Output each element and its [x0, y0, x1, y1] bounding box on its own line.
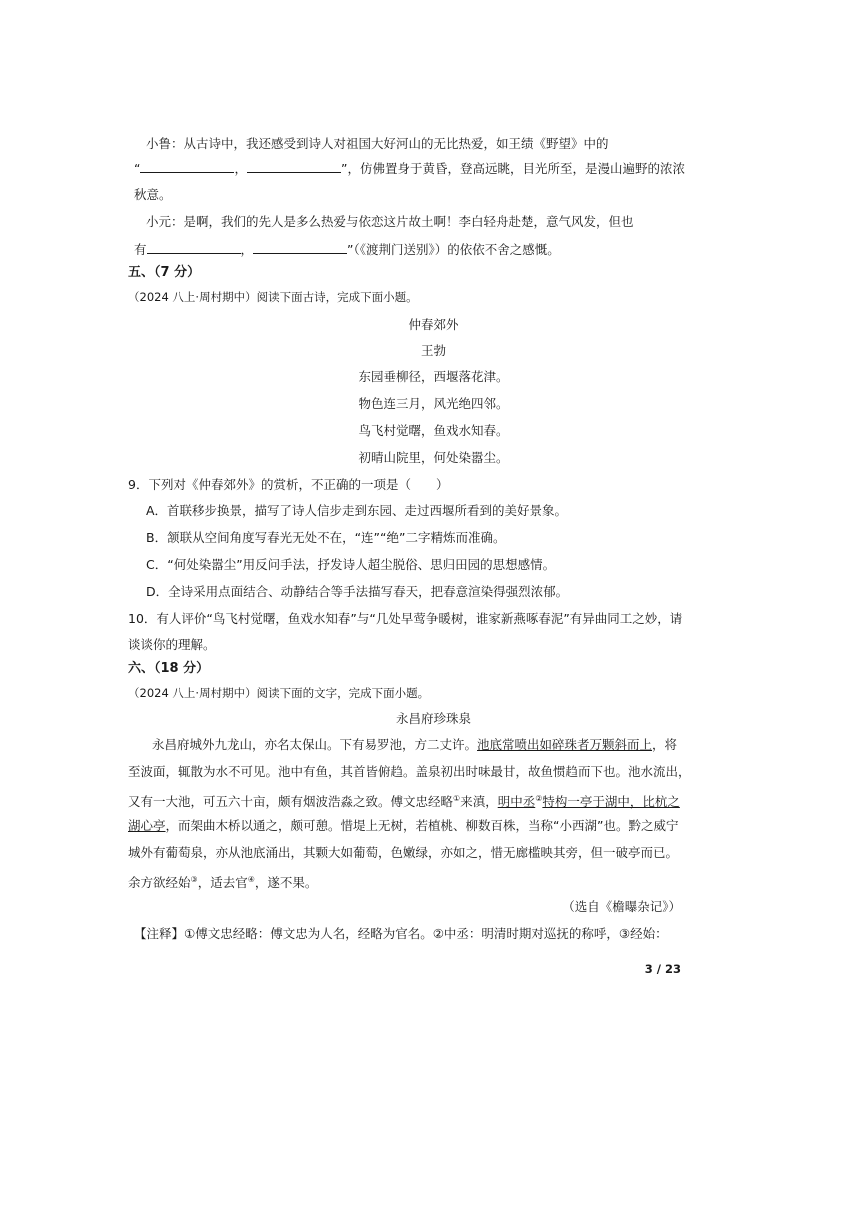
answer-blank-1[interactable] — [140, 160, 234, 173]
dialogue-xiaoyuan-line2: 有 ， ”（《渡荆门送别》）的依依不舍之感慨。 — [134, 242, 560, 257]
passage-line-1: 永昌府城外九龙山，亦名太保山。下有易罗池，方二丈许。池底常喷出如碎珠者万颗斜而上，将 — [152, 737, 678, 752]
footnote-marker-3: ③ — [190, 875, 198, 884]
passage-title: 永昌府珍珠泉 — [395, 711, 471, 726]
q9-option-d[interactable]: D．全诗采用点面结合、动静结合等手法描写春天，把春意渲染得强烈浓郁。 — [146, 584, 569, 599]
dialogue-xiaolu-line3: 秋意。 — [134, 187, 172, 202]
dialogue-xiaoyuan-line1: 小元：是啊，我们的先人是多么热爱与依恋这片故土啊！李白轻舟赴楚，意气风发，但也 — [146, 214, 634, 229]
footnote-marker-2: ② — [535, 794, 543, 803]
question-10-line1: 10．有人评价“鸟飞村觉曙，鱼戏水知春”与“几处早莺争暖树，谁家新燕啄春泥”有异曲同工之妙，请 — [128, 611, 683, 626]
question-9: 9．下列对《仲春郊外》的赏析，不正确的一项是（ ） — [128, 477, 449, 492]
poem-line-3: 鸟飞村觉曙，鱼戏水知春。 — [358, 423, 509, 438]
underlined-sentence-2b: 特构一亭于湖中，比杭之 — [542, 794, 680, 810]
section6-heading: 六、（18 分） — [128, 661, 210, 676]
poem-line-4: 初晴山院里，何处染嚣尘。 — [358, 450, 509, 465]
poem-line-2: 物色连三月，风光绝四邻。 — [358, 396, 509, 411]
poem-author: 王勃 — [420, 343, 446, 358]
answer-blank-3[interactable] — [147, 241, 241, 254]
underlined-sentence-2a: 明中丞 — [497, 794, 536, 810]
annotation: 【注释】①傅文忠经略：傅文忠为人名，经略为官名。②中丞：明清时期对巡抚的称呼，③经始： — [134, 926, 668, 941]
passage-line-4: 湖心亭，而架曲木桥以通之，颇可憩。惜堤上无树，若植桃、柳数百株，当称“小西湖”也。黔之威宁 — [128, 818, 679, 833]
passage-line-2: 至波面，辄散为水不可见。池中有鱼，其首皆俯趋。盖泉初出时味最甘，故鱼惯趋而下也。池水流出， — [128, 764, 691, 779]
footnote-marker-4: ④ — [247, 875, 255, 884]
dialogue-xiaolu-line1: 小鲁：从古诗中，我还感受到诗人对祖国大好河山的无比热爱，如王绩《野望》中的 — [146, 136, 609, 151]
footnote-marker-1: ① — [453, 794, 461, 803]
q9-option-a[interactable]: A．首联移步换景，描写了诗人信步走到东园、走过西堰所看到的美好景象。 — [146, 503, 568, 518]
q9-option-b[interactable]: B．颔联从空间角度写春光无处不在，“连”“绝”二字精炼而准确。 — [146, 530, 506, 545]
page-number: 3 / 23 — [644, 962, 681, 976]
passage-line-3: 又有一大池，可五六十亩，颇有烟波浩淼之致。傅文忠经略①来滇，明中丞②特构一亭于湖中，比杭之 — [128, 794, 680, 810]
question-10-line2: 谈谈你的理解。 — [128, 637, 216, 652]
section5-source: （2024 八上·周村期中）阅读下面古诗，完成下面小题。 — [128, 290, 418, 304]
answer-blank-2[interactable] — [247, 160, 341, 173]
section6-source: （2024 八上·周村期中）阅读下面的文字，完成下面小题。 — [128, 686, 430, 700]
answer-blank-4[interactable] — [253, 241, 347, 254]
q9-option-c[interactable]: C．“何处染嚣尘”用反问手法，抒发诗人超尘脱俗、思归田园的思想感情。 — [146, 557, 556, 572]
passage-line-5: 城外有葡萄泉，亦从池底涌出，其颗大如葡萄，色嫩绿，亦如之，惜无廊槛映其旁，但一破亭而已。 — [128, 845, 679, 860]
underlined-sentence-2c: 湖心亭 — [128, 818, 166, 833]
passage-source: （选自《檐曝杂记》） — [562, 899, 681, 914]
section5-heading: 五、（7 分） — [128, 265, 201, 280]
poem-title: 仲春郊外 — [408, 317, 459, 332]
underlined-sentence-1: 池底常喷出如碎珠者万颗斜而上 — [477, 737, 653, 752]
dialogue-xiaolu-line2: “ ， ”，仿佛置身于黄昏，登高远眺，目光所至，是漫山遍野的浓浓 — [134, 161, 685, 176]
poem-line-1: 东园垂柳径，西堰落花津。 — [358, 369, 509, 384]
passage-line-6: 余方欲经始③，适去官④，遂不果。 — [128, 875, 318, 891]
